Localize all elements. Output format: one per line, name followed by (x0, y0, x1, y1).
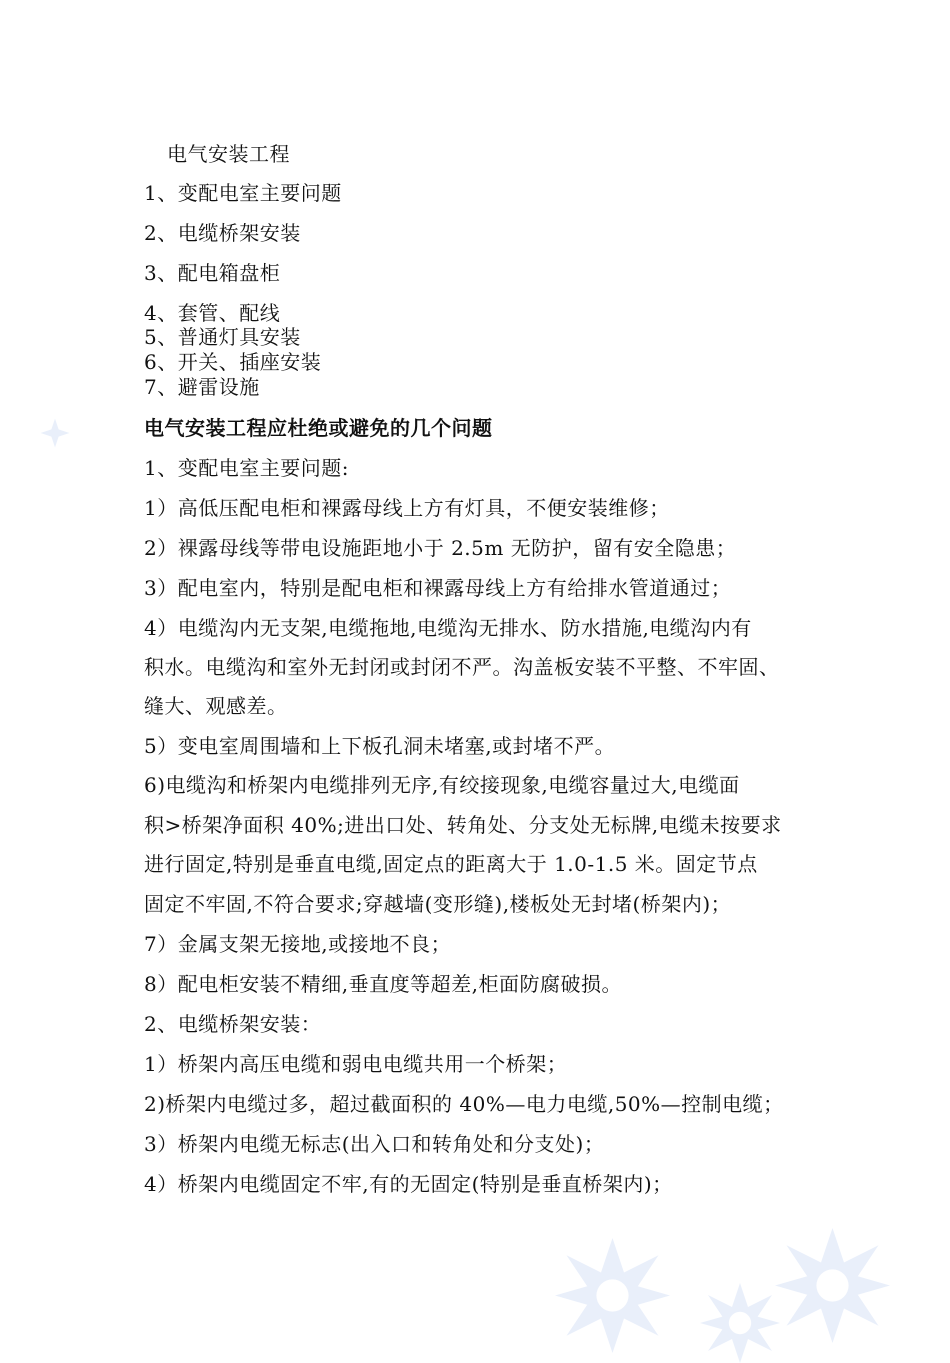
body-line: 1、变配电室主要问题: (144, 456, 349, 480)
toc-item: 7、避雷设施 (144, 375, 260, 399)
snowflake-icon (775, 1228, 890, 1343)
body-line: 积>桥架净面积 40%;进出口处、转角处、分支处无标牌,电缆未按要求 (144, 813, 782, 837)
section-heading: 电气安装工程应杜绝或避免的几个问题 (144, 416, 493, 440)
body-line: 1）桥架内高压电缆和弱电电缆共用一个桥架； (144, 1052, 568, 1076)
body-line: 固定不牢固,不符合要求;穿越墙(变形缝),楼板处无封堵(桥架内)； (144, 892, 732, 916)
body-line: 2、电缆桥架安装： (144, 1012, 322, 1036)
body-line: 5）变电室周围墙和上下板孔洞未堵塞,或封堵不严。 (144, 734, 616, 758)
body-line: 6)电缆沟和桥架内电缆排列无序,有绞接现象,电缆容量过大,电缆面 (144, 773, 740, 797)
body-line: 4）桥架内电缆固定不牢,有的无固定(特别是垂直桥架内)； (144, 1172, 673, 1196)
body-line: 2）裸露母线等带电设施距地小于 2.5m 无防护，留有安全隐患； (144, 536, 737, 560)
body-line: 1）高低压配电柜和裸露母线上方有灯具，不便安装维修； (144, 496, 670, 520)
toc-item: 1、变配电室主要问题 (144, 181, 342, 205)
body-line: 进行固定,特别是垂直电缆,固定点的距离大于 1.0-1.5 米。固定节点 (144, 852, 758, 876)
body-line: 7）金属支架无接地,或接地不良； (144, 932, 452, 956)
toc-item: 5、普通灯具安装 (144, 325, 301, 349)
toc-item: 2、电缆桥架安装 (144, 221, 301, 245)
document-title: 电气安装工程 (167, 142, 290, 166)
body-line: 3）桥架内电缆无标志(出入口和转角处和分支处)； (144, 1132, 605, 1156)
snowflake-icon (700, 1283, 780, 1363)
toc-item: 3、配电箱盘柜 (144, 261, 281, 285)
snowflake-icon (40, 418, 70, 448)
toc-item: 4、套管、配线 (144, 301, 281, 325)
snowflake-icon (555, 1238, 670, 1353)
toc-item: 6、开关、插座安装 (144, 350, 322, 374)
body-line: 缝大、观感差。 (144, 694, 288, 718)
body-line: 积水。电缆沟和室外无封闭或封闭不严。沟盖板安装不平整、不牢固、 (144, 655, 780, 679)
body-line: 2)桥架内电缆过多，超过截面积的 40%—电力电缆,50%—控制电缆； (144, 1092, 784, 1116)
body-line: 3）配电室内，特别是配电柜和裸露母线上方有给排水管道通过； (144, 576, 732, 600)
body-line: 4）电缆沟内无支架,电缆拖地,电缆沟无排水、防水措施,电缆沟内有 (144, 616, 752, 640)
body-line: 8）配电柜安装不精细,垂直度等超差,柜面防腐破损。 (144, 972, 622, 996)
